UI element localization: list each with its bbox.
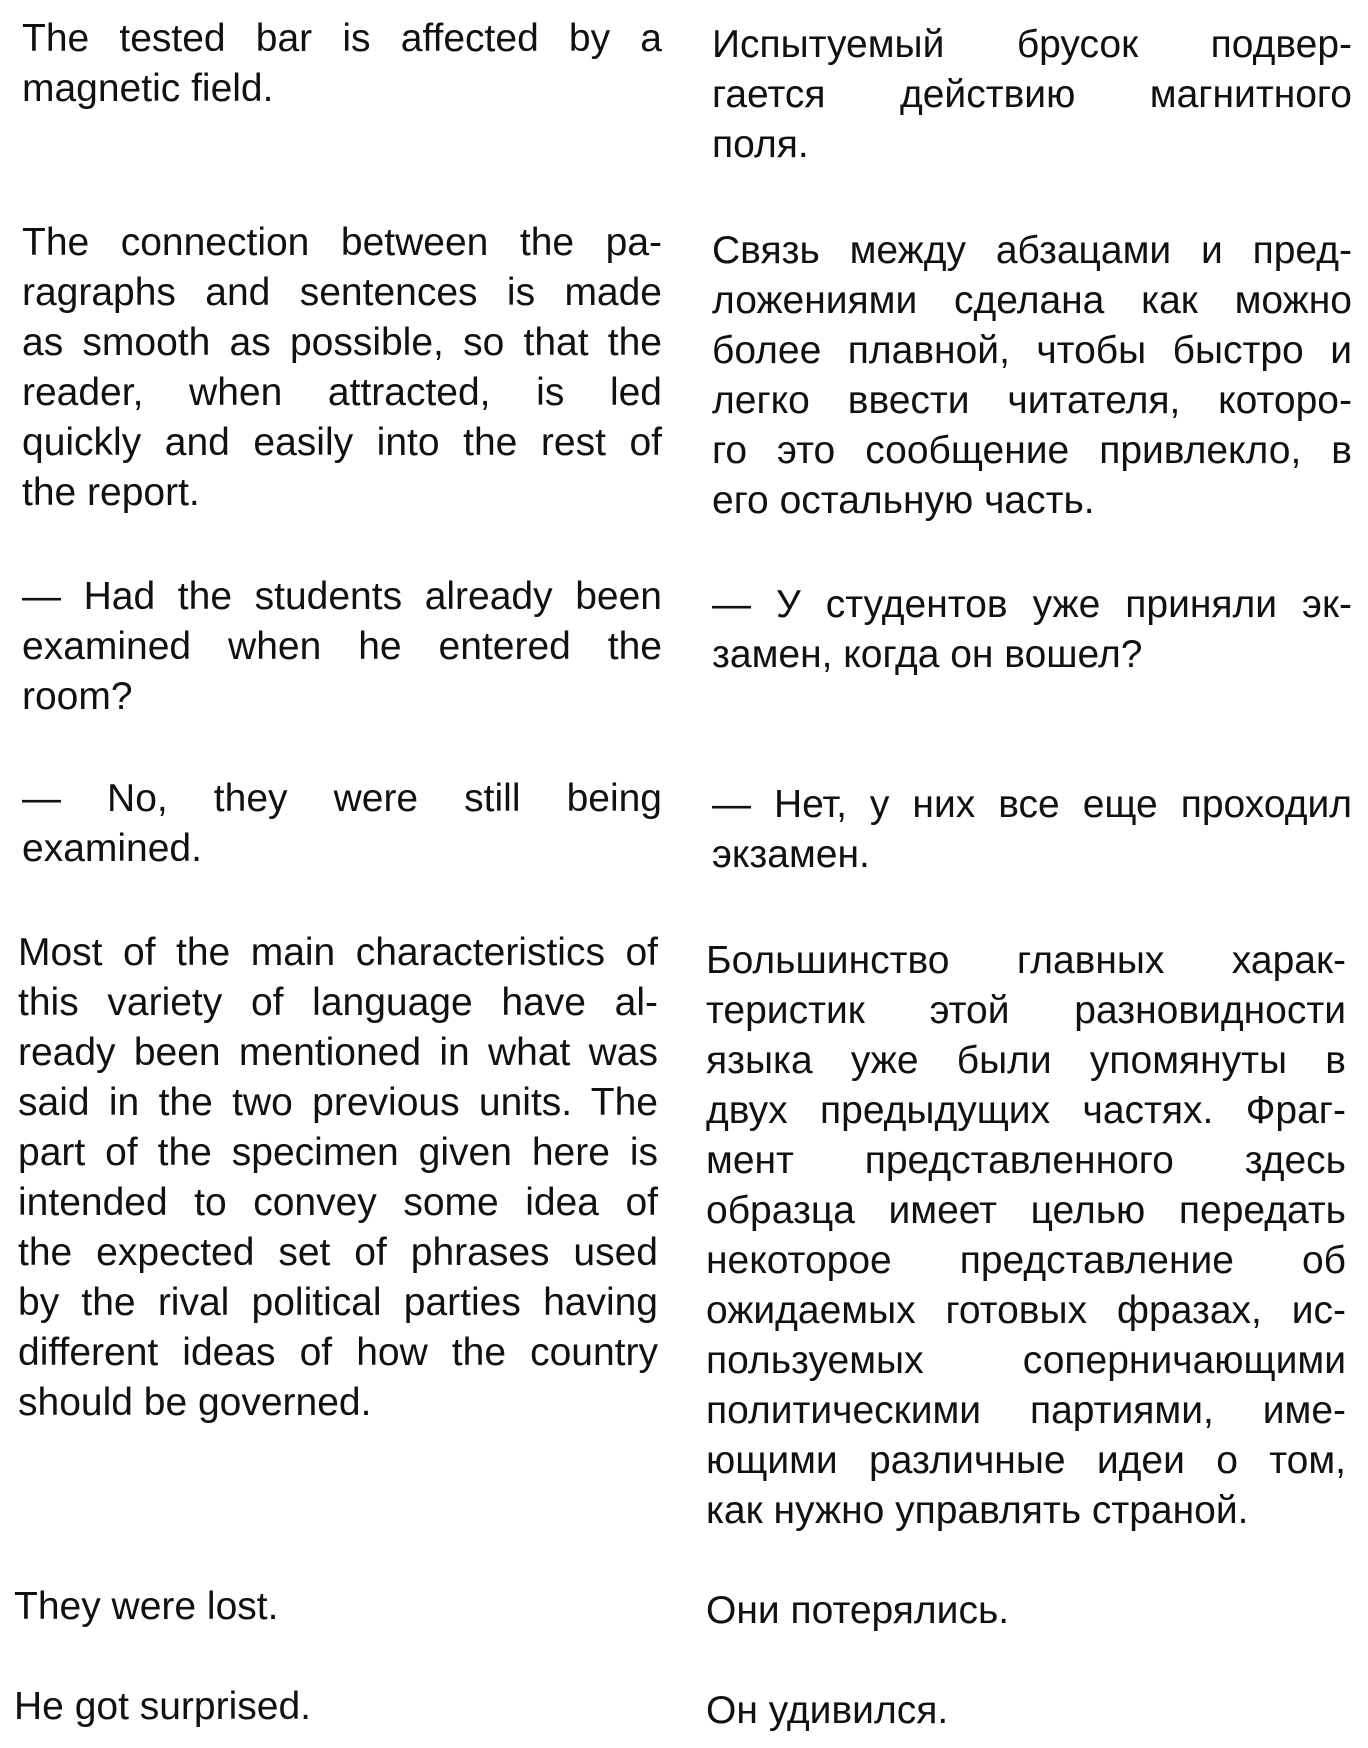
text-line: part of the specimen given here is [18, 1131, 658, 1174]
text-line: the expected set of phrases used [18, 1231, 658, 1274]
row-4-english [22, 774, 662, 874]
row-7-russian [706, 1686, 1346, 1736]
text-line: политическими партиями, име- [706, 1389, 1346, 1432]
row-4-russian [712, 780, 1352, 880]
row-2-english [22, 218, 662, 518]
row-5-russian [706, 936, 1346, 1536]
text-line: ragraphs and sentences is made [22, 271, 662, 314]
text-line: — No, they were still being [22, 777, 662, 820]
text-line: его остальную часть. [712, 479, 1095, 522]
text-line: ложениями сделана как можно [712, 279, 1352, 322]
text-line: examined when he entered the [22, 625, 662, 668]
text-line: room? [22, 675, 133, 718]
text-line: said in the two previous units. The [18, 1081, 658, 1124]
text-line: He got surprised. [14, 1685, 311, 1728]
text-line: should be governed. [18, 1381, 372, 1424]
text-line: экзамен. [712, 833, 870, 876]
text-line: Испытуемый брусок подвер- [712, 23, 1352, 66]
text-line: замен, когда он вошел? [712, 633, 1143, 676]
row-3-russian [712, 580, 1352, 680]
text-line: гается действию магнитного [712, 73, 1352, 116]
row-5-english [18, 928, 658, 1428]
text-line: different ideas of how the country [18, 1331, 658, 1374]
text-line: They were lost. [14, 1585, 279, 1628]
text-line: by the rival political parties having [18, 1281, 658, 1324]
text-line: Он удивился. [706, 1689, 949, 1732]
text-line: ready been mentioned in what was [18, 1031, 658, 1074]
text-line: языка уже были упомянуты в [706, 1039, 1346, 1082]
text-line: двух предыдущих частях. Фраг- [706, 1089, 1346, 1132]
text-line: ожидаемых готовых фразах, ис- [706, 1289, 1346, 1332]
row-3-english [22, 572, 662, 722]
text-line: the report. [22, 471, 200, 514]
text-line: легко ввести читателя, которо- [712, 379, 1352, 422]
text-line: Большинство главных харак- [706, 939, 1346, 982]
text-line: ющими различные идеи о том, [706, 1439, 1346, 1482]
text-line: intended to convey some idea of [18, 1181, 658, 1224]
text-line: Most of the main characteristics of [18, 931, 658, 974]
text-line: Связь между абзацами и пред- [712, 229, 1352, 272]
text-line: более плавной, чтобы быстро и [712, 329, 1352, 372]
text-line: reader, when attracted, is led [22, 371, 662, 414]
row-1-english [22, 14, 662, 114]
text-line: this variety of language have al- [18, 981, 658, 1024]
text-line: The connection between the pa- [22, 221, 662, 264]
text-line: пользуемых соперничающими [706, 1339, 1346, 1382]
text-line: Они потерялись. [706, 1589, 1010, 1632]
text-line: magnetic field. [22, 67, 274, 110]
row-2-russian [712, 226, 1352, 526]
text-line: — У студентов уже приняли эк- [712, 583, 1352, 626]
row-6-russian [706, 1586, 1346, 1636]
text-line: поля. [712, 123, 809, 166]
text-line: некоторое представление об [706, 1239, 1346, 1282]
text-line: examined. [22, 827, 202, 870]
text-line: as smooth as possible, so that the [22, 321, 662, 364]
row-1-russian [712, 20, 1352, 170]
text-line: The tested bar is affected by a [22, 17, 662, 60]
text-line: quickly and easily into the rest of [22, 421, 662, 464]
text-line: как нужно управлять страной. [706, 1489, 1249, 1532]
row-7-english [14, 1682, 654, 1732]
text-line: го это сообщение привлекло, в [712, 429, 1352, 472]
text-line: теристик этой разновидности [706, 989, 1346, 1032]
text-line: образца имеет целью передать [706, 1189, 1346, 1232]
row-6-english [14, 1582, 654, 1632]
text-line: мент представленного здесь [706, 1139, 1346, 1182]
text-line: — Had the students already been [22, 575, 662, 618]
text-line: — Нет, у них все еще проходил [712, 783, 1352, 826]
